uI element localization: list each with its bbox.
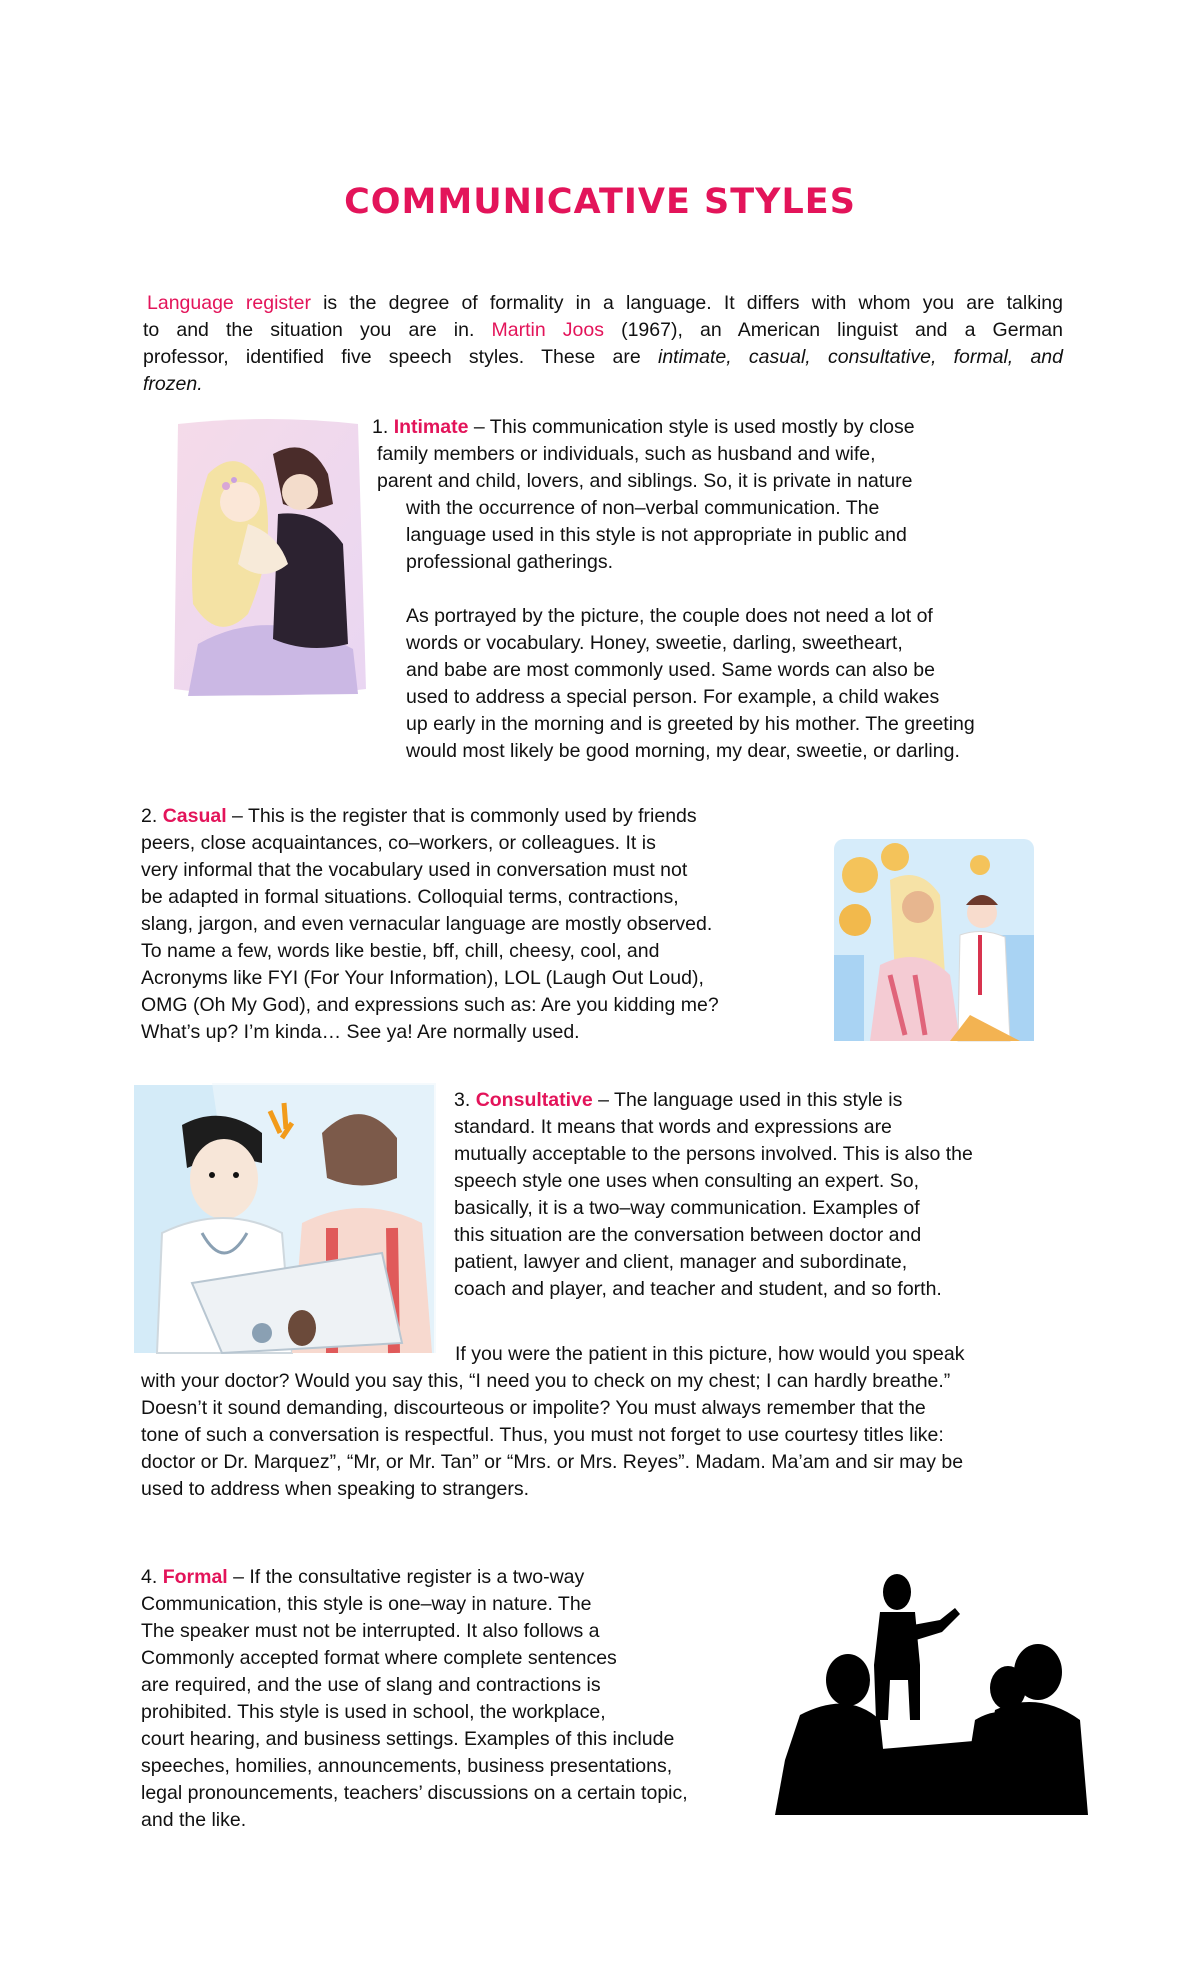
formal-line-9: legal pronouncements, teachers’ discussions on a certain topic,	[141, 1782, 688, 1804]
consultative-line-3: mutually acceptable to the persons involved. This is also the	[454, 1143, 973, 1165]
term-language-register: Language register	[147, 292, 311, 314]
intimate-line-6: professional gatherings.	[406, 551, 614, 573]
intimate-line-10: used to address a special person. For example, a child wakes	[406, 686, 940, 708]
consultative-para2-line-4: tone of such a conversation is respectful. Thus, you must not forget to use courtesy titles like:	[141, 1424, 944, 1446]
casual-line-6: To name a few, words like bestie, bff, chill, cheesy, cool, and	[141, 940, 660, 962]
consultative-line-4: speech style one uses when consulting an expert. So,	[454, 1170, 920, 1192]
consultative-line-6: this situation are the conversation between doctor and	[454, 1224, 922, 1246]
intimate-line-2: family members or individuals, such as husband and wife,	[377, 443, 876, 465]
intro-line-2: to and the situation you are in. Martin Joos (1967), an American linguist and a German	[143, 319, 1063, 341]
intimate-line-1: 1. Intimate – This communication style is used mostly by close	[372, 416, 915, 438]
formal-line-1: 4. Formal – If the consultative register is a two-way	[141, 1566, 585, 1588]
formal-line-6: prohibited. This style is used in school, the workplace,	[141, 1701, 606, 1723]
consultative-line-2: standard. It means that words and expressions are	[454, 1116, 892, 1138]
consultative-line-5: basically, it is a two–way communication. Examples of	[454, 1197, 920, 1219]
consultative-line-7: patient, lawyer and client, manager and subordinate,	[454, 1251, 908, 1273]
formal-line-8: speeches, homilies, announcements, business presentations,	[141, 1755, 673, 1777]
casual-friends-illustration	[830, 835, 1038, 1045]
casual-line-2: peers, close acquaintances, co–workers, or colleagues. It is	[141, 832, 656, 854]
formal-line-3: The speaker must not be interrupted. It also follows a	[141, 1620, 600, 1642]
consultative-para2-line-1: If you were the patient in this picture, how would you speak	[455, 1343, 965, 1365]
casual-line-3: very informal that the vocabulary used in conversation must not	[141, 859, 688, 881]
formal-line-2: Communication, this style is one–way in nature. The	[141, 1593, 592, 1615]
casual-line-8: OMG (Oh My God), and expressions such as: Are you kidding me?	[141, 994, 719, 1016]
consultative-para2-line-2: with your doctor? Would you say this, “I need you to check on my chest; I can hardly breathe.”	[141, 1370, 951, 1392]
consultative-line-1: 3. Consultative – The language used in this style is	[454, 1089, 903, 1111]
intimate-line-4: with the occurrence of non–verbal communication. The	[406, 497, 880, 519]
formal-line-5: are required, and the use of slang and contractions is	[141, 1674, 601, 1696]
consultative-para2-line-5: doctor or Dr. Marquez”, “Mr, or Mr. Tan” or “Mrs. or Mrs. Reyes”. Madam. Ma’am and sir may be	[141, 1451, 964, 1473]
casual-line-7: Acronyms like FYI (For Your Information), LOL (Laugh Out Loud),	[141, 967, 704, 989]
casual-line-1: 2. Casual – This is the register that is commonly used by friends	[141, 805, 697, 827]
intimate-line-3: parent and child, lovers, and siblings. So, it is private in nature	[377, 470, 913, 492]
intro-line-4: frozen.	[143, 373, 203, 395]
name-martin-joos: Martin Joos	[491, 319, 604, 341]
intro-line-3: professor, identified five speech styles. These are intimate, casual, consultative, formal, and	[143, 346, 1063, 368]
casual-line-9: What’s up? I’m kinda… See ya! Are normally used.	[141, 1021, 580, 1043]
consultative-line-8: coach and player, and teacher and student, and so forth.	[454, 1278, 942, 1300]
speech-styles-list: intimate, casual, consultative, formal, and	[657, 346, 1063, 368]
term-formal: Formal	[162, 1566, 228, 1588]
consultative-para2-line-6: used to address when speaking to strangers.	[141, 1478, 530, 1500]
term-casual: Casual	[162, 805, 227, 827]
intimate-line-11: up early in the morning and is greeted by his mother. The greeting	[406, 713, 975, 735]
intimate-line-7: As portrayed by the picture, the couple does not need a lot of	[406, 605, 933, 627]
intimate-line-5: language used in this style is not appropriate in public and	[406, 524, 907, 546]
intimate-line-9: and babe are most commonly used. Same words can also be	[406, 659, 935, 681]
consultative-para2-line-3: Doesn’t it sound demanding, discourteous or impolite? You must always remember that the	[141, 1397, 926, 1419]
formal-meeting-silhouette	[770, 1570, 1090, 1815]
page-title: COMMUNICATIVE STYLES	[344, 182, 856, 222]
formal-line-7: court hearing, and business settings. Examples of this include	[141, 1728, 675, 1750]
intimate-line-12: would most likely be good morning, my dear, sweetie, or darling.	[406, 740, 960, 762]
formal-line-4: Commonly accepted format where complete sentences	[141, 1647, 617, 1669]
casual-line-4: be adapted in formal situations. Colloquial terms, contractions,	[141, 886, 679, 908]
intimate-couple-illustration	[168, 414, 368, 704]
consultative-doctor-patient-illustration	[132, 1083, 436, 1355]
term-consultative: Consultative	[475, 1089, 593, 1111]
intimate-line-8: words or vocabulary. Honey, sweetie, darling, sweetheart,	[406, 632, 903, 654]
formal-line-10: and the like.	[141, 1809, 247, 1831]
intro-line-1: Language register is the degree of formality in a language. It differs with whom you are talking	[147, 292, 1063, 314]
casual-line-5: slang, jargon, and even vernacular language are mostly observed.	[141, 913, 713, 935]
term-intimate: Intimate	[393, 416, 469, 438]
